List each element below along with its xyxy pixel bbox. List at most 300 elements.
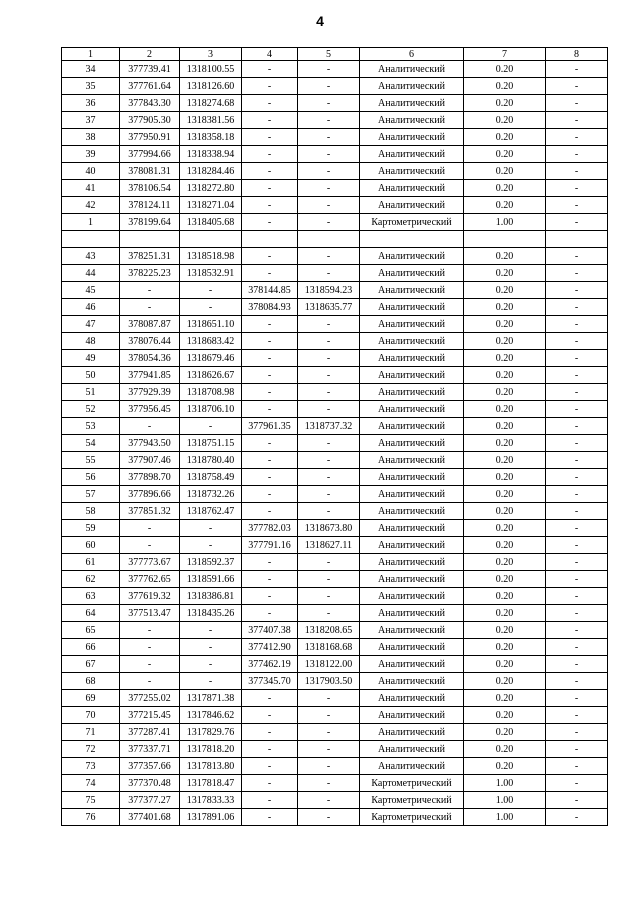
table-cell: 377255.02 [120,690,180,707]
table-cell: - [298,214,360,231]
table-cell: - [298,503,360,520]
table-cell: 0.20 [464,690,546,707]
column-header: 3 [180,48,242,61]
table-cell: 1317829.76 [180,724,242,741]
table-cell: 0.20 [464,639,546,656]
table-row [62,401,608,418]
table-cell: 69 [62,690,120,707]
table-cell: - [242,95,298,112]
table-cell: - [242,809,298,826]
table-cell: 0.20 [464,146,546,163]
table-cell [546,231,608,248]
table-cell: - [242,129,298,146]
table-row [62,367,608,384]
table-cell: 378124.11 [120,197,180,214]
table-cell: 43 [62,248,120,265]
table-cell: 0.20 [464,418,546,435]
table-cell: Аналитический [360,554,464,571]
table-cell: - [546,673,608,690]
table-cell: - [242,214,298,231]
table-cell: - [298,401,360,418]
column-header: 4 [242,48,298,61]
table-cell [120,231,180,248]
table-cell: 0.20 [464,384,546,401]
table-cell: - [242,452,298,469]
table-cell: 52 [62,401,120,418]
table-cell: - [242,554,298,571]
table-cell: Аналитический [360,299,464,316]
table-cell: - [242,163,298,180]
table-cell: 48 [62,333,120,350]
table-cell: Аналитический [360,673,464,690]
column-header: 5 [298,48,360,61]
table-cell: - [242,588,298,605]
table-cell: - [298,146,360,163]
table-cell: 377762.65 [120,571,180,588]
table-cell: - [242,486,298,503]
table-cell: - [546,520,608,537]
table-cell: - [242,741,298,758]
table-cell: 0.20 [464,622,546,639]
table-cell: - [298,384,360,401]
table-cell: - [242,316,298,333]
table-cell: 0.20 [464,350,546,367]
table-cell: Аналитический [360,333,464,350]
table-cell [360,231,464,248]
table-cell: 0.20 [464,520,546,537]
table-cell: 377773.67 [120,554,180,571]
table-cell: 1318168.68 [298,639,360,656]
table-cell: - [546,452,608,469]
table-cell: - [546,78,608,95]
table-cell: 377619.32 [120,588,180,605]
table-cell: - [242,78,298,95]
table-cell: 1318594.23 [298,282,360,299]
table-cell: 1318708.98 [180,384,242,401]
table-cell: 378106.54 [120,180,180,197]
table-cell: - [242,503,298,520]
table-cell: 67 [62,656,120,673]
table-cell: 76 [62,809,120,826]
table-cell: - [242,758,298,775]
table-cell: 1.00 [464,775,546,792]
table-cell: - [298,197,360,214]
table-cell: - [546,350,608,367]
table-cell: 377215.45 [120,707,180,724]
table-cell: - [242,469,298,486]
table-cell: Аналитический [360,367,464,384]
table-body [62,48,608,826]
table-cell: 62 [62,571,120,588]
table-cell: - [242,707,298,724]
table-cell: - [546,707,608,724]
table-cell: 0.20 [464,248,546,265]
table-row [62,129,608,146]
table-cell: - [546,146,608,163]
table-cell: 0.20 [464,588,546,605]
table-cell: - [546,554,608,571]
table-row [62,690,608,707]
table-row [62,741,608,758]
table-cell: - [546,809,608,826]
table-cell: 51 [62,384,120,401]
table-cell: - [298,180,360,197]
table-cell: 0.20 [464,333,546,350]
table-cell: 0.20 [464,299,546,316]
table-cell: 54 [62,435,120,452]
table-cell: 378225.23 [120,265,180,282]
table-cell: 1318208.65 [298,622,360,639]
table-cell: 1317891.06 [180,809,242,826]
table-cell: - [546,639,608,656]
table-cell: 1318706.10 [180,401,242,418]
table-row [62,112,608,129]
table-cell: Картометрический [360,214,464,231]
table-cell: - [242,350,298,367]
table-cell: 1318274.68 [180,95,242,112]
table-cell: - [180,520,242,537]
table-cell: - [546,112,608,129]
table-cell: 377943.50 [120,435,180,452]
table-cell: 377407.38 [242,622,298,639]
table-cell: - [546,61,608,78]
table-cell: Аналитический [360,384,464,401]
table-cell: 40 [62,163,120,180]
table-cell: Аналитический [360,78,464,95]
table-cell: - [180,282,242,299]
table-row [62,418,608,435]
table-cell: Аналитический [360,282,464,299]
table-cell: 53 [62,418,120,435]
table-cell: - [546,656,608,673]
table-cell: - [298,367,360,384]
table-cell: Аналитический [360,61,464,78]
table-cell: Аналитический [360,486,464,503]
table-cell: Аналитический [360,316,464,333]
table-row [62,197,608,214]
table-cell: 0.20 [464,180,546,197]
table-cell: 1318683.42 [180,333,242,350]
table-cell: - [242,146,298,163]
table-row [62,78,608,95]
table-cell: Аналитический [360,741,464,758]
table-cell: 377843.30 [120,95,180,112]
table-cell: Аналитический [360,265,464,282]
table-row [62,673,608,690]
table-cell: Аналитический [360,605,464,622]
table-cell: 1318762.47 [180,503,242,520]
table-cell: Аналитический [360,707,464,724]
table-cell: - [546,605,608,622]
table-cell: Аналитический [360,503,464,520]
table-cell: Аналитический [360,180,464,197]
table-cell: 0.20 [464,163,546,180]
table-cell: - [546,588,608,605]
table-cell: 377357.66 [120,758,180,775]
table-cell: - [242,401,298,418]
table-cell: - [546,690,608,707]
coordinates-table [61,47,608,826]
table-cell: 377898.70 [120,469,180,486]
table-cell: - [242,265,298,282]
table-cell: 0.20 [464,758,546,775]
table-cell: Аналитический [360,129,464,146]
table-cell: 73 [62,758,120,775]
table-cell: - [298,350,360,367]
table-cell: 377950.91 [120,129,180,146]
table-cell: - [298,741,360,758]
table-cell: 377401.68 [120,809,180,826]
table-row [62,214,608,231]
table-cell: - [546,486,608,503]
table-cell: - [242,792,298,809]
table-cell: - [298,248,360,265]
table-row [62,520,608,537]
table-cell: Картометрический [360,775,464,792]
table-cell: 1318591.66 [180,571,242,588]
table-cell: 377896.66 [120,486,180,503]
table-row [62,316,608,333]
table-cell: - [298,435,360,452]
table-row [62,605,608,622]
table-cell: 0.20 [464,61,546,78]
table-cell: - [120,639,180,656]
table-cell: 0.20 [464,129,546,146]
table-cell: - [546,758,608,775]
table-cell: 47 [62,316,120,333]
table-cell: - [546,163,608,180]
table-cell: 378144.85 [242,282,298,299]
table-cell: - [298,554,360,571]
table-cell: - [242,384,298,401]
table-cell: - [546,401,608,418]
table-cell: 45 [62,282,120,299]
table-row [62,452,608,469]
table-cell: 1318732.26 [180,486,242,503]
table-cell [62,231,120,248]
table-cell: - [298,61,360,78]
table-cell: 42 [62,197,120,214]
table-cell: 377941.85 [120,367,180,384]
table-cell: 46 [62,299,120,316]
table-row [62,248,608,265]
table-cell: 0.20 [464,656,546,673]
table-cell: 378199.64 [120,214,180,231]
table-cell: 61 [62,554,120,571]
table-cell: Аналитический [360,622,464,639]
table-cell: 0.20 [464,554,546,571]
table-cell: 55 [62,452,120,469]
table-cell: - [120,282,180,299]
page-number: 4 [316,13,324,29]
table-cell: 0.20 [464,741,546,758]
table-cell: - [242,724,298,741]
table-row [62,724,608,741]
table-cell: 37 [62,112,120,129]
table-cell: 36 [62,95,120,112]
table-cell: 38 [62,129,120,146]
table-cell: - [242,333,298,350]
table-cell: Аналитический [360,537,464,554]
table-cell: 1318126.60 [180,78,242,95]
table-cell: - [546,469,608,486]
table-cell: 1317818.47 [180,775,242,792]
table-cell: - [546,622,608,639]
table-cell: 1318751.15 [180,435,242,452]
table-cell: 50 [62,367,120,384]
table-cell: 59 [62,520,120,537]
table-row [62,146,608,163]
table-cell: - [180,673,242,690]
column-header: 7 [464,48,546,61]
table-cell: Картометрический [360,792,464,809]
table-cell: 1318272.80 [180,180,242,197]
table-cell: - [180,418,242,435]
table-cell: - [546,282,608,299]
table-cell: 1318284.46 [180,163,242,180]
table-cell: - [242,571,298,588]
table-row [62,775,608,792]
table-cell: - [298,163,360,180]
table-cell: 35 [62,78,120,95]
table-cell: 1318358.18 [180,129,242,146]
table-cell: 378087.87 [120,316,180,333]
table-cell: 0.20 [464,605,546,622]
table-row [62,299,608,316]
table-cell: 74 [62,775,120,792]
table-cell: 0.20 [464,537,546,554]
table-cell: - [180,622,242,639]
table-cell: - [180,656,242,673]
table-cell: 377377.27 [120,792,180,809]
table-cell: - [298,792,360,809]
table-row [62,707,608,724]
table-cell: 0.20 [464,316,546,333]
table-cell: - [546,741,608,758]
table-cell: 1318635.77 [298,299,360,316]
table-cell: Аналитический [360,197,464,214]
table-cell: Аналитический [360,435,464,452]
table-cell: 1318758.49 [180,469,242,486]
table-cell: 377287.41 [120,724,180,741]
table-cell: 377994.66 [120,146,180,163]
column-header: 8 [546,48,608,61]
table-cell: - [298,469,360,486]
table-row [62,809,608,826]
table-cell: - [546,197,608,214]
table-cell: 75 [62,792,120,809]
table-cell: 0.20 [464,435,546,452]
table-cell: - [242,775,298,792]
table-cell: - [298,724,360,741]
table-cell: 1.00 [464,809,546,826]
table-row [62,265,608,282]
table-cell: 1318122.00 [298,656,360,673]
table-row [62,486,608,503]
table-cell: - [546,333,608,350]
table-cell: 39 [62,146,120,163]
table-cell: 1318673.80 [298,520,360,537]
table-cell: 377929.39 [120,384,180,401]
table-cell: Аналитический [360,690,464,707]
table-cell: - [120,520,180,537]
table-cell: 1318780.40 [180,452,242,469]
table-cell: - [242,605,298,622]
table-cell: - [546,792,608,809]
table-cell: - [242,367,298,384]
table-cell: - [546,214,608,231]
table-cell: - [546,384,608,401]
table-cell: - [546,571,608,588]
table-cell: 0.20 [464,724,546,741]
table-cell: Аналитический [360,639,464,656]
table-cell: 0.20 [464,503,546,520]
table-row [62,656,608,673]
table-cell: - [298,78,360,95]
table-cell [464,231,546,248]
table-cell: 1317833.33 [180,792,242,809]
table-cell: - [546,418,608,435]
table-cell: 34 [62,61,120,78]
table-cell: Аналитический [360,571,464,588]
table-row [62,350,608,367]
table-cell: - [298,690,360,707]
table-cell: 0.20 [464,707,546,724]
table-cell: - [242,248,298,265]
table-cell: 378054.36 [120,350,180,367]
table-cell: 66 [62,639,120,656]
table-cell: - [180,639,242,656]
table-row [62,231,608,248]
table-cell: 377462.19 [242,656,298,673]
table-row [62,435,608,452]
table-cell: Аналитический [360,95,464,112]
table-cell: Аналитический [360,724,464,741]
table-cell: 57 [62,486,120,503]
table-cell: 1318100.55 [180,61,242,78]
table-row [62,588,608,605]
table-cell: 44 [62,265,120,282]
table-cell: 1318592.37 [180,554,242,571]
table-cell: - [298,707,360,724]
table-row [62,180,608,197]
table-cell: 1317871.38 [180,690,242,707]
table-cell: 377337.71 [120,741,180,758]
table-cell: Аналитический [360,588,464,605]
table-cell: 377961.35 [242,418,298,435]
table-cell: - [298,758,360,775]
table-cell [180,231,242,248]
table-cell: 0.20 [464,452,546,469]
table-cell: 1317846.62 [180,707,242,724]
table-row [62,639,608,656]
table-row [62,622,608,639]
table-cell: - [242,197,298,214]
table-cell: 377761.64 [120,78,180,95]
table-cell: 377412.90 [242,639,298,656]
table-cell: 0.20 [464,197,546,214]
table-cell: 0.20 [464,571,546,588]
table-cell: 1317818.20 [180,741,242,758]
table-row [62,469,608,486]
table-cell: 378251.31 [120,248,180,265]
table-cell: - [298,112,360,129]
table-row [62,95,608,112]
table-cell: 1318626.67 [180,367,242,384]
table-cell: 63 [62,588,120,605]
table-cell: 1318435.26 [180,605,242,622]
table-cell: 378081.31 [120,163,180,180]
